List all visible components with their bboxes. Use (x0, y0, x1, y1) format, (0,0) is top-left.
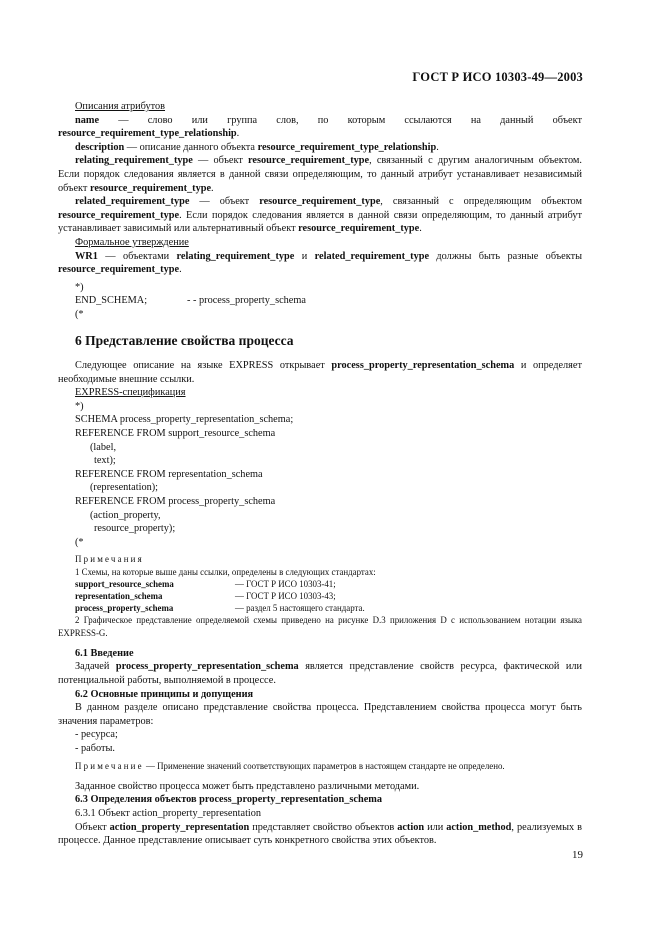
section-6-2-text: В данном разделе описано представление свойства процесса. Представлением свойства процесса могут быть значения параметров: (58, 702, 582, 727)
note-1: 1 Схемы, на которые выше даны ссылки, определены в следующих стандартах: (75, 566, 376, 577)
section-6-2-title: 6.2 Основные принципы и допущения (75, 688, 254, 700)
list-item: - ресурса; (75, 729, 118, 741)
reference-row: support_resource_schema — ГОСТ Р ИСО 10303-41; (75, 578, 336, 589)
code-line: *) (75, 281, 84, 293)
section-6-title: 6 Представление свойства процесса (75, 332, 294, 348)
section-6-intro: Следующее описание на языке EXPRESS открывает process_property_representation_schema и определяет необходимые внешние ссылки. (58, 360, 582, 385)
express-heading: EXPRESS-спецификация (75, 387, 186, 399)
code-line: REFERENCE FROM process_property_schema (75, 496, 276, 508)
attr-description-paragraph: description — описание данного объекта resource_requirement_type_relationship. (75, 141, 439, 153)
section-6-3-1-text: Объект action_property_representation представляет свойство объектов action или action_method, реализуемых в процессе. Данное представление описывает суть конкретного свойства этих объектов. (58, 821, 582, 847)
reference-row: process_property_schema — раздел 5 настоящего стандарта. (75, 603, 365, 614)
code-line: text); (94, 455, 116, 467)
code-line: (label, (90, 441, 117, 453)
code-line: (* (75, 308, 84, 320)
page-number: 19 (572, 849, 583, 861)
code-line: (representation); (90, 482, 159, 494)
code-line: REFERENCE FROM support_resource_schema (75, 428, 276, 440)
section-6-2-closing: Заданное свойство процесса может быть представлено различными методами. (75, 780, 420, 792)
code-line: REFERENCE FROM representation_schema (75, 468, 263, 480)
code-line: resource_property); (94, 523, 176, 535)
code-line: SCHEMA process_property_representation_schema; (75, 414, 294, 426)
attributes-heading: Описания атрибутов (75, 101, 166, 112)
code-line: (action_property, (90, 509, 161, 521)
section-6-3-1-title: 6.3.1 Объект action_property_representation (75, 807, 262, 819)
reference-row: representation_schema — ГОСТ Р ИСО 10303-43; (75, 591, 336, 602)
code-line: (* (75, 536, 84, 548)
section-6-1-text: Задачей process_property_representation_schema является представление свойств ресурса, фактической или потенциальной работы, выполняемой в процессе. (58, 661, 582, 687)
section-6-2-note: Примечание — Применение значений соответствующих параметров в настоящем стандарте не определено. (75, 760, 505, 771)
notes-heading: Примечания (75, 554, 144, 565)
section-6-3-title: 6.3 Определения объектов process_property_representation_schema (75, 794, 383, 806)
section-6-1-title: 6.1 Введение (75, 647, 134, 659)
attr-name-paragraph: name — слово или группа слов, по которым ссылаются на данный объект resource_requirement_type_relationship. (58, 114, 582, 140)
attr-related-paragraph: related_requirement_type — объект resource_requirement_type, связанный с определяющим объектом resource_requirement_type. Если порядок следования является в данной связи определяющим, то данный атрибут устанавливает зависимый или альтернативный объект resource_requirement_type. (58, 196, 582, 235)
page-content (58, 100, 582, 848)
code-line: *) (75, 400, 84, 412)
document-code: ГОСТ Р ИСО 10303-49—2003 (412, 70, 583, 84)
list-item: - работы. (75, 742, 115, 754)
attr-relating-paragraph: relating_requirement_type — объект resource_requirement_type, связанный с другим аналогичным объектом. Если порядок следования является в данной связи определяющим, то данный атрибут устанавливает независимый объект resource_requirement_type. (58, 155, 582, 194)
code-line: END_SCHEMA; - - process_property_schema (75, 295, 306, 307)
wr1-paragraph: WR1 — объектами relating_requirement_type и related_requirement_type должны быть разные объекты resource_requirement_type. (58, 250, 582, 276)
note-2: 2 Графическое представление определяемой схемы приведено на рисунке D.3 приложения D с использованием нотации языка EXPRESS-G. (58, 615, 582, 638)
formal-heading: Формальное утверждение (75, 236, 189, 248)
